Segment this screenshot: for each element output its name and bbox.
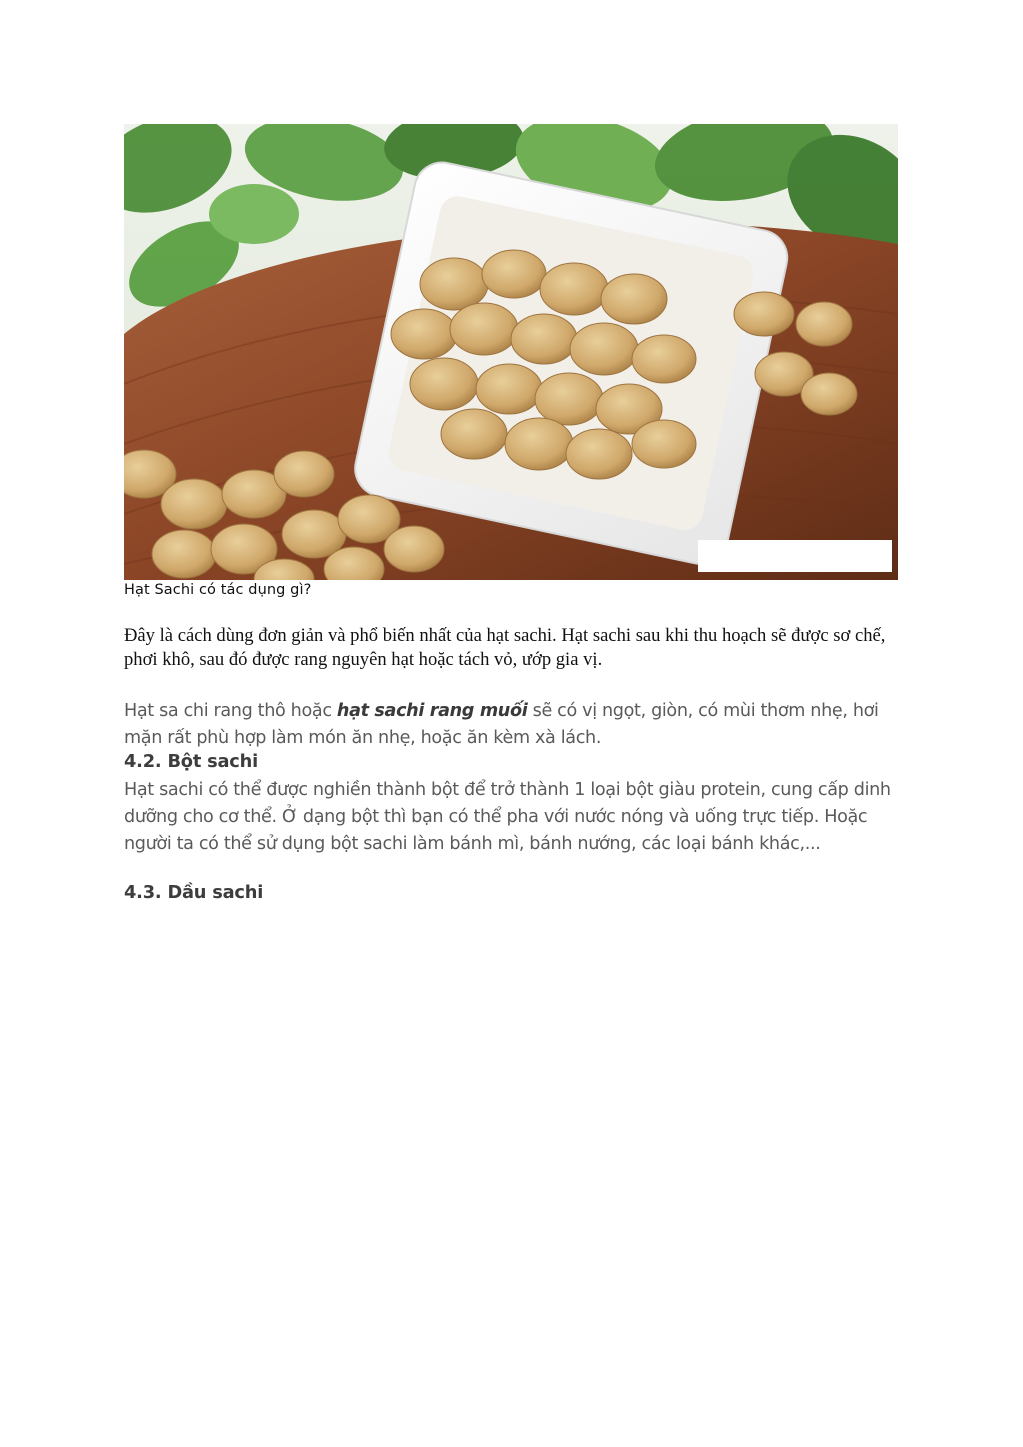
intro-paragraph: Đây là cách dùng đơn giản và phổ biến nhất của hạt sachi. Hạt sachi sau khi thu hoạch sẽ được sơ chế, phơi khô, sau đó được rang nguyên hạt hoặc tách vỏ, ướp gia vị. [124, 625, 886, 670]
roasted-salt-emphasis: hạt sachi rang muối [336, 701, 528, 721]
roasted-text-start: Hạt sa chi rang thô hoặc [124, 701, 337, 721]
powder-paragraph: Hạt sachi có thể được nghiền thành bột để trở thành 1 loại bột giàu protein, cung cấp dinh dưỡng cho cơ thể. Ở dạng bột thì bạn có thể pha với nước nóng và uống trực tiếp. Hoặc người ta có thể sử dụng bột sachi làm bánh mì, bánh nướng, các loại bánh khác,... [124, 780, 891, 854]
roasted-text-end: sẽ có vị ngọt, giòn, có mùi thơm nhẹ, hơi mặn rất phù hợp làm món ăn nhẹ, hoặc ăn kèm xà lách. [124, 701, 879, 748]
section-heading-dau-sachi: 4.3. Dầu sachi [124, 882, 264, 903]
sachi-seeds-photo [124, 124, 898, 580]
figure-caption: Hạt Sachi có tác dụng gì? [124, 582, 312, 598]
section-heading-bot-sachi: 4.2. Bột sachi [124, 751, 258, 772]
roasted-paragraph [124, 698, 904, 752]
